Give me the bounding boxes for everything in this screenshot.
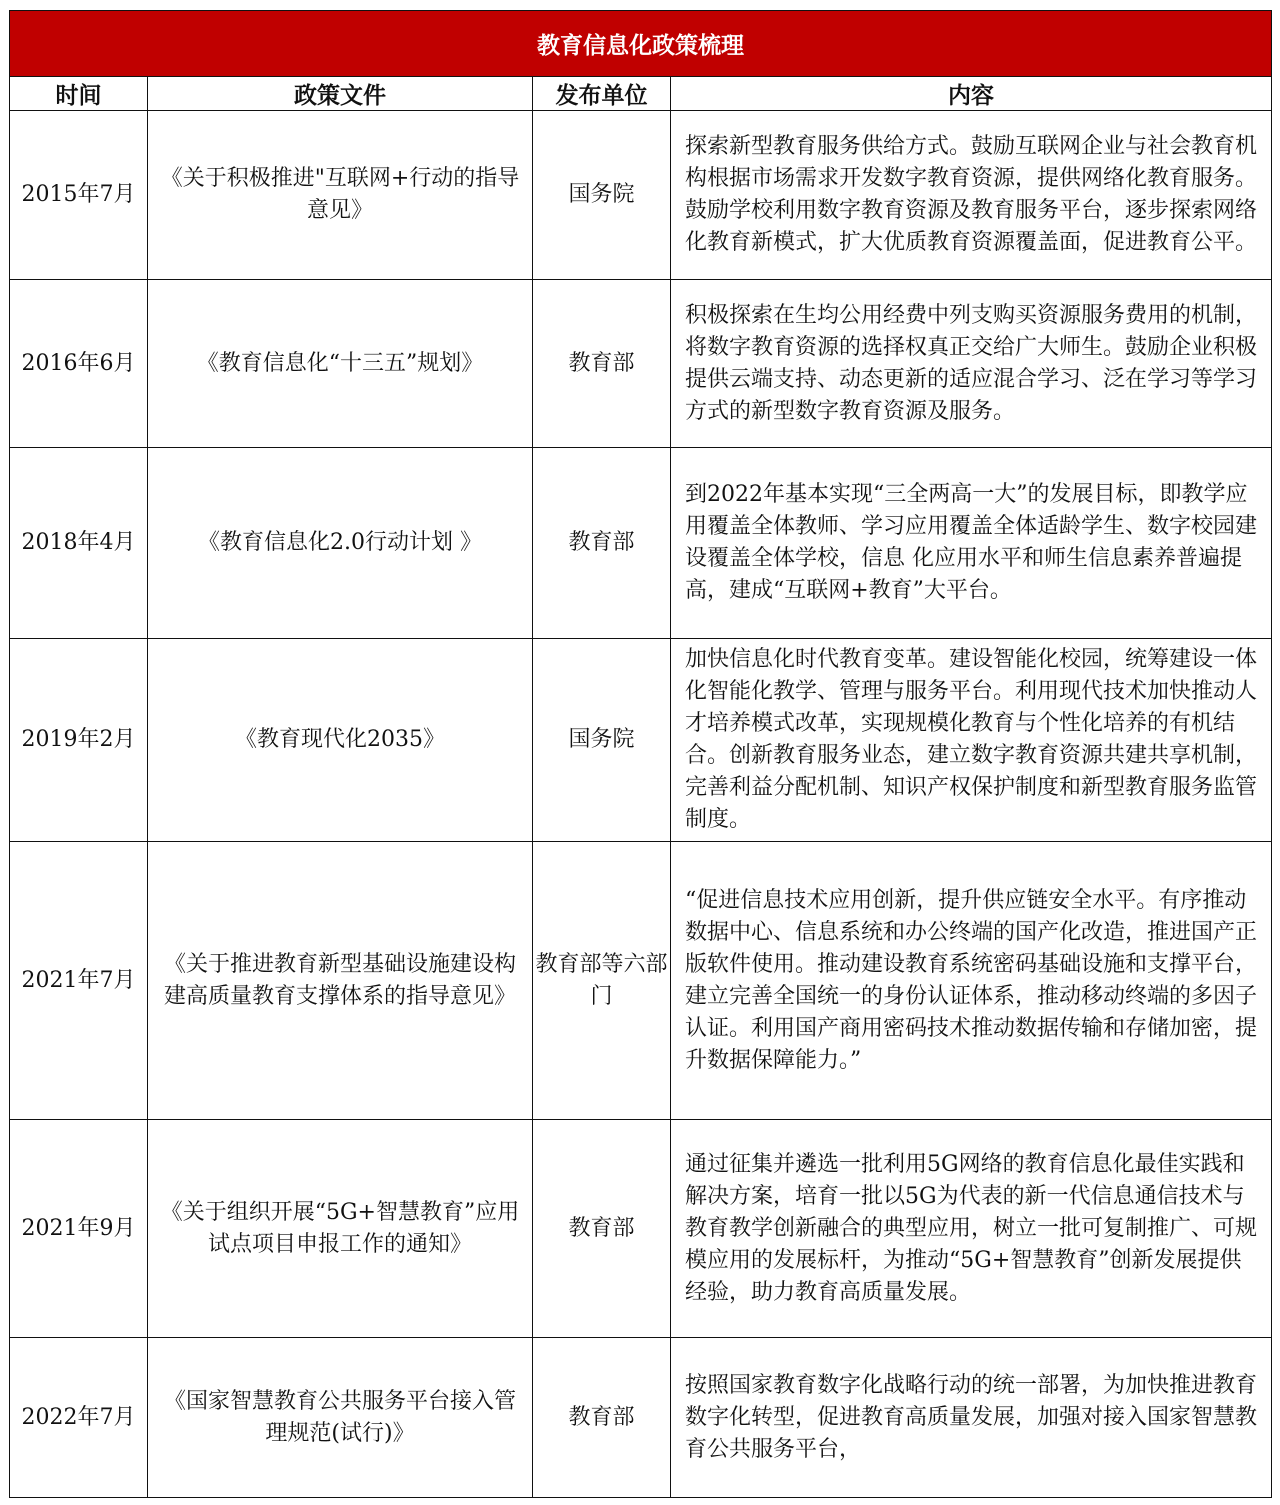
cell-content bbox=[671, 448, 1272, 639]
header-org: 发布单位 bbox=[533, 77, 671, 111]
policy-table bbox=[9, 10, 1272, 1498]
table-row bbox=[10, 639, 1272, 842]
content-text: 到2022年基本实现“三全两高一大”的发展目标，即教学应用覆盖全体教师、学习应用覆盖全体适龄学生、数字校园建设覆盖全体学校，信息 化应用水平和师生信息素养普遍提高，建成“互联网+教育”大平台。 bbox=[685, 482, 1258, 603]
content-text: 通过征集并遴选一批利用5G网络的教育信息化最佳实践和解决方案，培育一批以5G为代表的新一代信息通信技术与教育教学创新融合的典型应用，树立一批可复制推广、可规模应用的发展标杆，为推动“5G+智慧教育”创新发展提供经验，助力教育高质量发展。 bbox=[685, 1151, 1258, 1305]
title-row bbox=[10, 11, 1272, 77]
cell-org: 国务院 bbox=[533, 639, 671, 842]
header-content: 内容 bbox=[671, 77, 1272, 111]
cell-content bbox=[671, 111, 1272, 280]
table-row bbox=[10, 280, 1272, 448]
cell-content bbox=[671, 842, 1272, 1120]
content-text: 探索新型教育服务供给方式。鼓励互联网企业与社会教育机构根据市场需求开发数字教育资源，提供网络化教育服务。鼓励学校利用数字教育资源及教育服务平台，逐步探索网络化教育新模式，扩大优质教育资源覆盖面，促进教育公平。 bbox=[685, 134, 1258, 255]
cell-time: 2019年2月 bbox=[10, 639, 148, 842]
cell-time: 2021年7月 bbox=[10, 842, 148, 1120]
cell-org: 国务院 bbox=[533, 111, 671, 280]
table-row bbox=[10, 1338, 1272, 1498]
header-row bbox=[10, 77, 1272, 111]
table-title: 教育信息化政策梳理 bbox=[10, 11, 1272, 77]
table-row bbox=[10, 111, 1272, 280]
cell-time: 2015年7月 bbox=[10, 111, 148, 280]
cell-policy: 《关于组织开展“5G+智慧教育”应用试点项目申报工作的通知》 bbox=[148, 1120, 533, 1338]
cell-policy: 《关于积极推进"互联网+行动的指导意见》 bbox=[148, 111, 533, 280]
table-row bbox=[10, 1120, 1272, 1338]
cell-policy: 《国家智慧教育公共服务平台接入管理规范(试行)》 bbox=[148, 1338, 533, 1498]
cell-org: 教育部 bbox=[533, 448, 671, 639]
table-row bbox=[10, 448, 1272, 639]
cell-content bbox=[671, 639, 1272, 842]
content-text: 积极探索在生均公用经费中列支购买资源服务费用的机制，将数字教育资源的选择权真正交给广大师生。鼓励企业积极提供云端支持、动态更新的适应混合学习、泛在学习等学习方式的新型数字教育资源及服务。 bbox=[685, 302, 1258, 424]
cell-time: 2016年6月 bbox=[10, 280, 148, 448]
cell-content bbox=[671, 1338, 1272, 1498]
cell-policy: 《教育信息化“十三五”规划》 bbox=[148, 280, 533, 448]
cell-org: 教育部 bbox=[533, 280, 671, 448]
cell-content bbox=[671, 280, 1272, 448]
content-text: 加快信息化时代教育变革。建设智能化校园，统筹建设一体化智能化教学、管理与服务平台。利用现代技术加快推动人才培养模式改革，实现规模化教育与个性化培养的有机结合。创新教育服务业态，建立数字教育资源共建共享机制，完善利益分配机制、知识产权保护制度和新型教育服务监管制度。 bbox=[685, 647, 1258, 832]
cell-time: 2018年4月 bbox=[10, 448, 148, 639]
content-text: 按照国家教育数字化战略行动的统一部署，为加快推进教育数字化转型，促进教育高质量发展，加强对接入国家智慧教育公共服务平台， bbox=[685, 1372, 1258, 1462]
cell-org: 教育部 bbox=[533, 1120, 671, 1338]
cell-time: 2021年9月 bbox=[10, 1120, 148, 1338]
content-text: “促进信息技术应用创新，提升供应链安全水平。有序推动数据中心、信息系统和办公终端的国产化改造，推进国产正版软件使用。推动建设教育系统密码基础设施和支撑平台，建立完善全国统一的身份认证体系，推动移动终端的多因子认证。利用国产商用密码技术推动数据传输和存储加密，提升数据保障能力。” bbox=[685, 887, 1258, 1073]
header-time: 时间 bbox=[10, 77, 148, 111]
cell-org: 教育部等六部门 bbox=[533, 842, 671, 1120]
cell-time: 2022年7月 bbox=[10, 1338, 148, 1498]
header-policy: 政策文件 bbox=[148, 77, 533, 111]
cell-org: 教育部 bbox=[533, 1338, 671, 1498]
cell-policy: 《教育现代化2035》 bbox=[148, 639, 533, 842]
cell-policy: 《关于推进教育新型基础设施建设构建高质量教育支撑体系的指导意见》 bbox=[148, 842, 533, 1120]
cell-policy: 《教育信息化2.0行动计划 》 bbox=[148, 448, 533, 639]
cell-content bbox=[671, 1120, 1272, 1338]
table-row bbox=[10, 842, 1272, 1120]
